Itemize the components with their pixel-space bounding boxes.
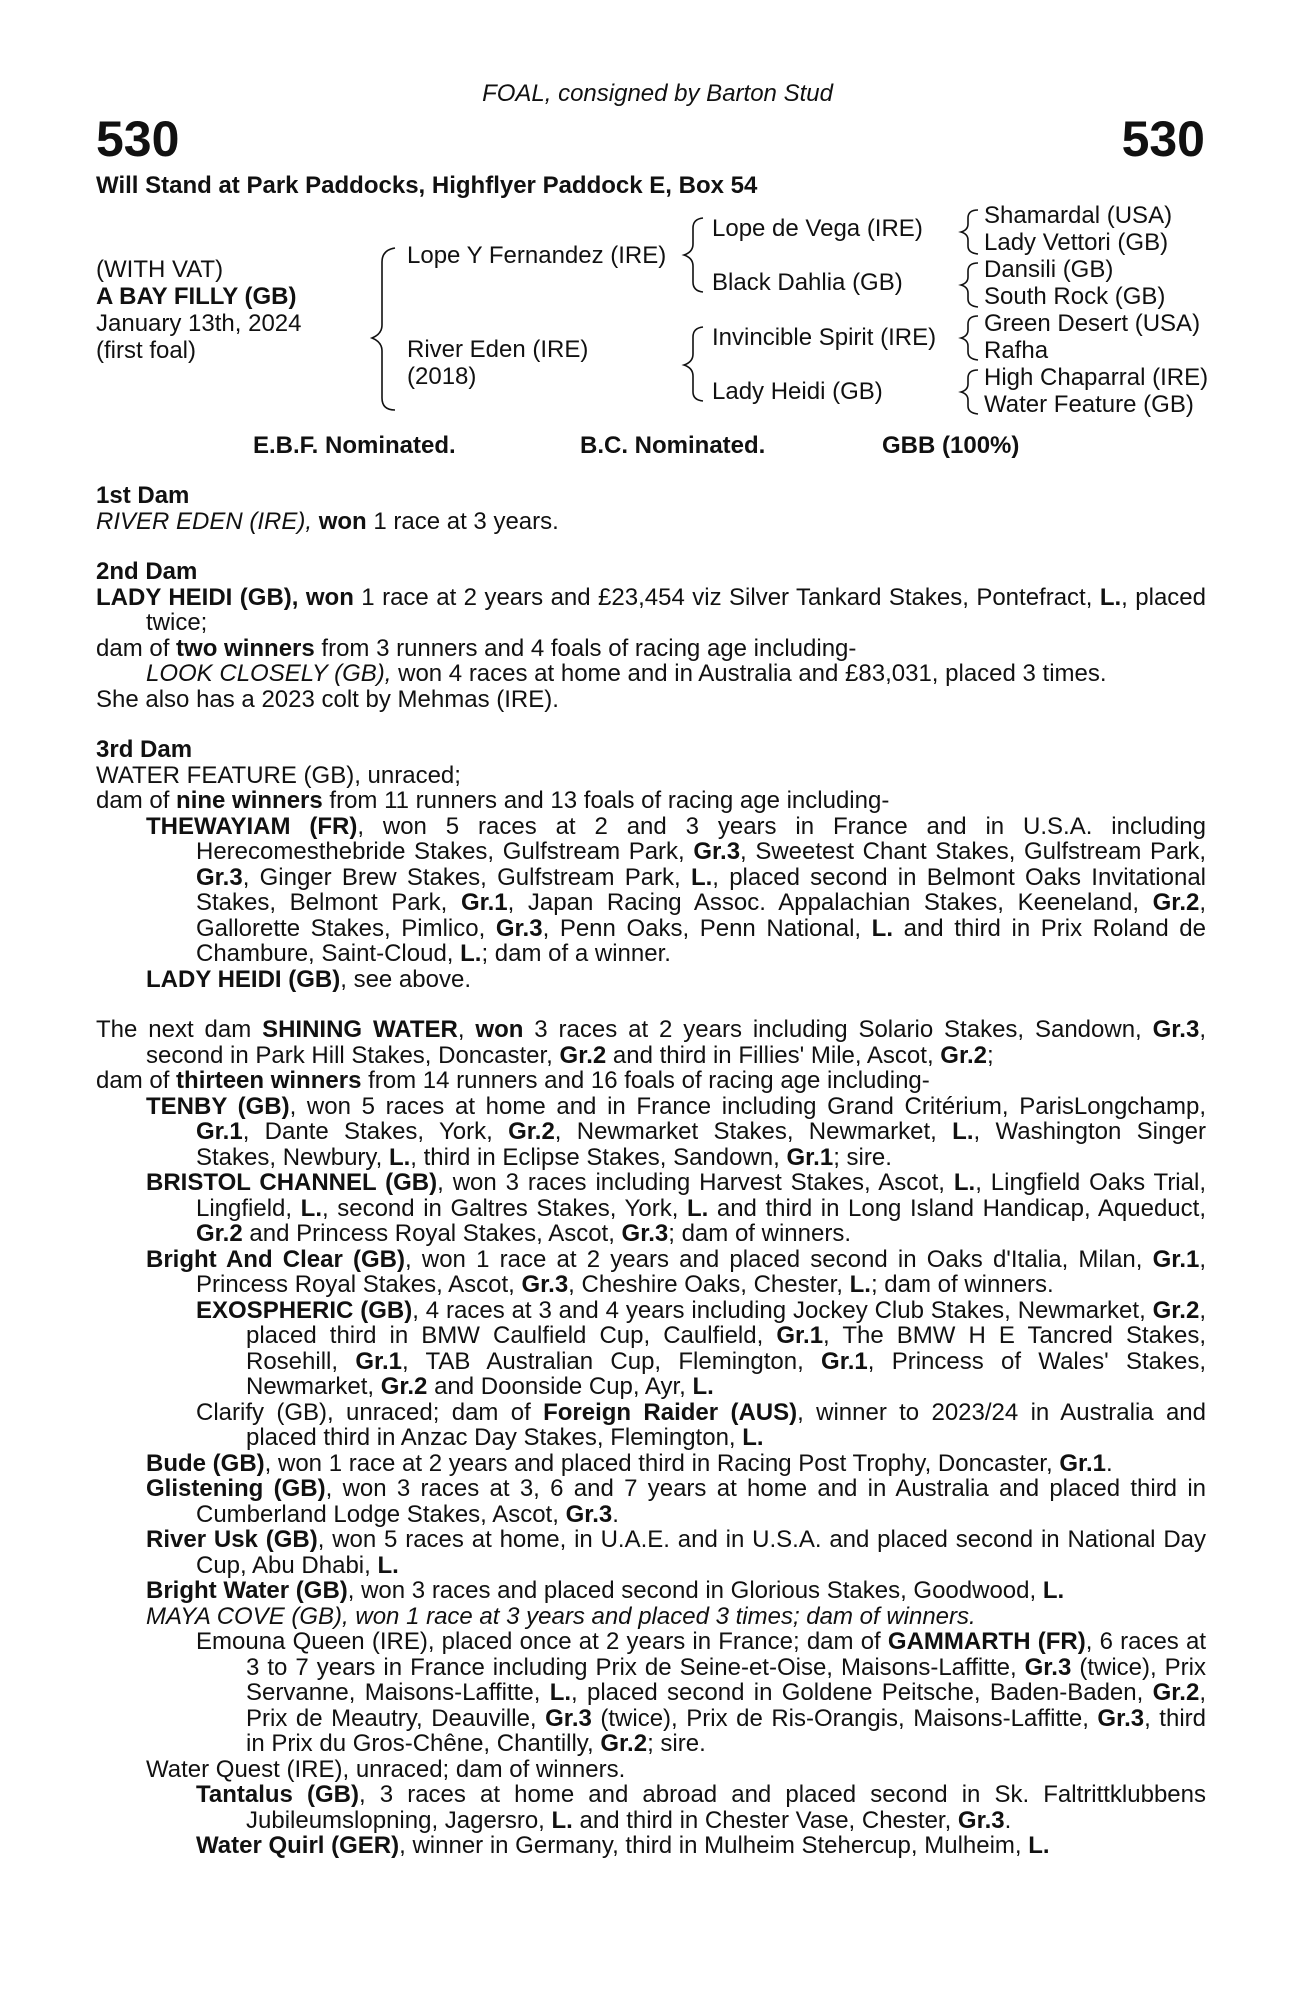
list-item: [96, 1247, 1206, 1298]
foal-note: (first foal): [96, 337, 197, 364]
first-dam-heading: 1st Dam: [96, 482, 190, 509]
grade: L.: [388, 1143, 411, 1171]
horse-name: BRISTOL CHANNEL (GB): [146, 1169, 438, 1196]
next-dam-record: [96, 1017, 1206, 1068]
list-item: MAYA COVE (GB), won 1 race at 3 years and placed 3 times; dam of winners.: [146, 1602, 976, 1630]
text: .: [612, 1500, 619, 1528]
text: , winner to 2023/24 in Australia and placed third in Anzac Day Stakes, Flemington,: [246, 1398, 1207, 1451]
text: , winner in Germany, third in Mulheim Stehercup, Mulheim,: [399, 1832, 1029, 1859]
grade: Gr.3: [1024, 1653, 1072, 1681]
pedigree-gen3-7: High Chaparral (IRE): [984, 364, 1209, 391]
second-dam-heading: 2nd Dam: [96, 558, 198, 585]
text: , placed twice;: [146, 583, 1206, 636]
text: The next dam: [96, 1016, 263, 1043]
grade: L.: [460, 940, 482, 967]
horse-name: Glistening (GB): [146, 1475, 326, 1502]
grade: Gr.3: [565, 1500, 613, 1528]
list-item: [96, 661, 1206, 687]
first-dam-record: 1 race at 3 years.: [366, 507, 559, 535]
text: ; dam of winners.: [870, 1271, 1054, 1298]
text: , won 3 races at 3, 6 and 7 years at home and in Australia and placed third in Cumberland Lodge Stakes, Ascot,: [196, 1475, 1206, 1528]
grade: Gr.3: [545, 1704, 592, 1732]
text: and third in Chester Vase, Chester,: [572, 1806, 958, 1834]
won-word: won: [318, 507, 367, 535]
grade: L.: [551, 1806, 573, 1834]
horse-name: A BAY FILLY (GB): [96, 283, 297, 310]
grade: Gr.2: [940, 1041, 987, 1069]
grade: Gr.1: [821, 1347, 868, 1375]
list-item: [96, 1578, 1206, 1604]
grade: Gr.3: [693, 838, 741, 865]
text: , won 1 race at 2 years and placed second in Oaks d'Italia, Milan,: [405, 1245, 1153, 1273]
text: (twice), Prix de Ris-Orangis, Maisons-Laffitte,: [591, 1704, 1098, 1732]
text: , TAB Australian Cup, Flemington,: [402, 1347, 822, 1375]
text: from 14 runners and 16 foals of racing age including-: [361, 1067, 930, 1094]
text: .: [1004, 1806, 1012, 1834]
text: , won 5 races at 2 and 3 years in France and in U.S.A. including Herecomesthebride Stakes, Gulfstream Park,: [196, 812, 1206, 865]
text: and Doonside Cup, Ayr,: [427, 1373, 693, 1400]
second-dam-note: She also has a 2023 colt by Mehmas (IRE).: [96, 685, 559, 713]
pedigree-gen3-5: Green Desert (USA): [984, 310, 1201, 337]
vat-note: (WITH VAT): [96, 256, 224, 283]
text: ; dam of winners.: [668, 1220, 851, 1247]
text: .: [1106, 1449, 1113, 1477]
horse-name: Tantalus (GB): [196, 1781, 359, 1808]
text: and Princess Royal Stakes, Ascot,: [242, 1220, 622, 1247]
horse-name: Bude (GB): [146, 1449, 265, 1477]
list-item: [96, 1400, 1206, 1451]
grade: L.: [1028, 1832, 1050, 1859]
horse-name: GAMMARTH (FR): [887, 1628, 1086, 1655]
pedigree-dam-name: River Eden (IRE): [407, 336, 589, 363]
text: Emouna Queen (IRE), placed once at 2 years in France; dam of: [196, 1628, 888, 1655]
horse-name: Bright Water (GB): [146, 1577, 348, 1604]
text: dam of: [96, 1067, 177, 1094]
pedigree-gen3-2: Lady Vettori (GB): [984, 229, 1169, 256]
list-item: [96, 1094, 1206, 1171]
pedigree-sire-sire: Lope de Vega (IRE): [712, 215, 923, 242]
text: , Princess of Wales' Stakes, Newmarket,: [246, 1347, 1206, 1400]
grade: L.: [300, 1194, 322, 1222]
second-dam-record: [96, 585, 1206, 636]
grade: L.: [549, 1679, 572, 1706]
grade: Gr.1: [196, 1118, 243, 1145]
pedigree-gen3-4: South Rock (GB): [984, 283, 1166, 310]
list-item: [96, 1298, 1206, 1400]
text: , 3 races at home and abroad and placed second in Sk. Faltrittklubbens Jubileumslopning, Jagersro,: [246, 1781, 1206, 1834]
list-item: [96, 814, 1206, 967]
text: , placed second in Goldene Peitsche, Baden-Baden,: [571, 1679, 1153, 1706]
grade: L.: [871, 914, 893, 942]
grade: Gr.2: [559, 1041, 607, 1069]
grade: Gr.3: [1152, 1016, 1200, 1043]
grade: Gr.2: [196, 1220, 243, 1247]
lot-number-right: 530: [1121, 111, 1205, 167]
text: , Japan Racing Assoc. Appalachian Stakes, Keeneland,: [507, 889, 1153, 916]
grade: L.: [686, 1194, 709, 1222]
grade: L.: [377, 1551, 399, 1579]
text: , Newmarket Stakes, Newmarket,: [554, 1118, 953, 1145]
grade: Gr.1: [355, 1347, 403, 1375]
grade: L.: [742, 1424, 764, 1451]
text: , Sweetest Chant Stakes, Gulfstream Park,: [740, 838, 1206, 865]
pedigree-dam-dam: Lady Heidi (GB): [712, 378, 883, 405]
text: from 3 runners and 4 foals of racing age including-: [314, 634, 857, 662]
text: Clarify (GB), unraced; dam of: [196, 1398, 544, 1426]
grade: L.: [1042, 1577, 1065, 1604]
catalogue-body: [96, 483, 1206, 1859]
third-dam-produce: [96, 788, 1206, 814]
text: , second in Galtres Stakes, York,: [321, 1194, 687, 1222]
pedigree-gen3-6: Rafha: [984, 337, 1049, 364]
text: , third in Eclipse Stakes, Sandown,: [410, 1143, 787, 1171]
winner-count: nine winners: [176, 787, 323, 814]
grade: L.: [690, 863, 713, 891]
text: , Washington Singer Stakes, Newbury,: [196, 1118, 1207, 1171]
text: from 11 runners and 13 foals of racing age including-: [322, 787, 890, 814]
text: , 6 races at 3 to 7 years in France including Prix de Seine-et-Oise, Maisons-Laffitte,: [246, 1628, 1206, 1681]
first-dam-line: [96, 509, 1206, 535]
text: and third in Long Island Handicap, Aqueduct,: [708, 1194, 1206, 1222]
text: , won 5 races at home and in France including Grand Critérium, ParisLongchamp,: [289, 1092, 1206, 1120]
text: , Penn Oaks, Penn National,: [542, 914, 872, 942]
grade: Gr.1: [786, 1143, 834, 1171]
text: , won 3 races and placed second in Glorious Stakes, Goodwood,: [347, 1577, 1043, 1604]
grade: Gr.1: [460, 889, 508, 916]
ebf-nomination: E.B.F. Nominated.: [253, 432, 456, 459]
horse-name: THEWAYIAM (FR): [146, 812, 358, 840]
text: , Gallorette Stakes, Pimlico,: [196, 889, 1207, 942]
list-item: Water Quest (IRE), unraced; dam of winners.: [146, 1755, 626, 1783]
list-item: [96, 967, 1206, 993]
grade: Gr.2: [508, 1118, 555, 1145]
pedigree-gen3-3: Dansili (GB): [984, 256, 1114, 283]
grade: Gr.3: [495, 914, 543, 942]
grade: Gr.3: [196, 863, 243, 891]
consignment-line: FOAL, consigned by Barton Stud: [482, 80, 833, 107]
gbb-status: GBB (100%): [882, 432, 1020, 459]
horse-name: SHINING WATER: [262, 1016, 458, 1043]
next-dam-produce: [96, 1068, 1206, 1094]
text: 3 races at 2 years including Solario Stakes, Sandown,: [523, 1016, 1153, 1043]
grade: Gr.1: [1152, 1245, 1200, 1273]
grade: L.: [952, 1118, 974, 1145]
list-item: [96, 1170, 1206, 1247]
grade: Gr.2: [380, 1373, 428, 1400]
text: dam of: [96, 787, 177, 814]
grade: Gr.2: [1152, 1679, 1200, 1706]
text: ;: [986, 1041, 994, 1069]
text: , Princess Royal Stakes, Ascot,: [196, 1245, 1207, 1298]
list-item: [96, 1476, 1206, 1527]
text: , Dante Stakes, York,: [242, 1118, 509, 1145]
text: , won 3 races including Harvest Stakes, Ascot,: [437, 1169, 954, 1196]
text: won 4 races at home and in Australia and £83,031, placed 3 times.: [391, 660, 1107, 687]
list-item: [96, 1833, 1206, 1859]
text: , placed second in Belmont Oaks Invitational Stakes, Belmont Park,: [196, 863, 1207, 916]
horse-name: Foreign Raider (AUS): [543, 1398, 798, 1426]
grade: Gr.1: [1059, 1449, 1107, 1477]
grade: Gr.3: [521, 1271, 569, 1298]
text: , won 5 races at home, in U.A.E. and in U.S.A. and placed second in National Day Cup, Abu Dhabi,: [196, 1526, 1207, 1579]
second-dam-produce: [96, 636, 1206, 662]
text: dam of: [96, 634, 177, 662]
pedigree-sire-dam: Black Dahlia (GB): [712, 269, 903, 296]
text: and third in Prix Roland de Chambure, Saint-Cloud,: [196, 914, 1207, 967]
grade: L.: [953, 1169, 976, 1196]
text: and third in Fillies' Mile, Ascot,: [606, 1041, 941, 1069]
second-dam-name: LADY HEIDI (GB),: [96, 583, 299, 611]
winner-count: two winners: [176, 634, 315, 662]
text: ; sire.: [647, 1730, 706, 1757]
horse-name: EXOSPHERIC (GB): [196, 1296, 413, 1324]
text: , won 1 race at 2 years and placed third in Racing Post Trophy, Doncaster,: [264, 1449, 1060, 1477]
third-dam-heading: 3rd Dam: [96, 736, 193, 763]
horse-name: TENBY (GB): [146, 1092, 290, 1120]
horse-name: LADY HEIDI (GB): [146, 965, 341, 993]
pedigree-dam-year: (2018): [407, 363, 477, 390]
list-item: [96, 1527, 1206, 1578]
won-word: won: [475, 1016, 524, 1043]
birth-date: January 13th, 2024: [96, 310, 302, 337]
horse-name: LOOK CLOSELY (GB),: [146, 660, 392, 687]
pedigree-dam: [407, 336, 588, 390]
list-item: [96, 1451, 1206, 1477]
text: , Prix de Meautry, Deauville,: [246, 1679, 1206, 1732]
text: , 4 races at 3 and 4 years including Jockey Club Stakes, Newmarket,: [412, 1296, 1153, 1324]
text: ; dam of a winner.: [481, 940, 671, 967]
pedigree-gen3-8: Water Feature (GB): [984, 391, 1194, 418]
pedigree-sire: Lope Y Fernandez (IRE): [407, 242, 667, 269]
stand-location: Will Stand at Park Paddocks, Highflyer Paddock E, Box 54: [96, 172, 758, 199]
text: 1 race at 2 years and £23,454 viz Silver Tankard Stakes, Pontefract,: [353, 583, 1100, 611]
text: , Lingfield Oaks Trial, Lingfield,: [196, 1169, 1206, 1222]
grade: L.: [849, 1271, 871, 1298]
text: , Cheshire Oaks, Chester,: [568, 1271, 850, 1298]
text: , Ginger Brew Stakes, Gulfstream Park,: [242, 863, 691, 891]
bc-nomination: B.C. Nominated.: [580, 432, 766, 459]
horse-name: Water Quirl (GER): [196, 1832, 400, 1859]
text: , third in Prix du Gros-Chêne, Chantilly,: [246, 1704, 1206, 1757]
grade: Gr.2: [600, 1730, 648, 1757]
text: ; sire.: [833, 1143, 892, 1171]
won-word: won: [305, 583, 354, 611]
text: , placed third in BMW Caulfield Cup, Caulfield,: [246, 1296, 1206, 1349]
text: (twice), Prix Servanne, Maisons-Laffitte,: [246, 1653, 1207, 1706]
pedigree-gen3-1: Shamardal (USA): [984, 202, 1173, 229]
grade: Gr.2: [1152, 1296, 1200, 1324]
text: , see above.: [340, 965, 471, 993]
grade: L.: [692, 1373, 714, 1400]
pedigree-dam-sire: Invincible Spirit (IRE): [712, 324, 937, 351]
third-dam-line: WATER FEATURE (GB), unraced;: [96, 761, 461, 789]
horse-name: River Usk (GB): [146, 1526, 318, 1553]
grade: Gr.3: [1097, 1704, 1145, 1732]
text: , The BMW H E Tancred Stakes, Rosehill,: [246, 1322, 1207, 1375]
grade: Gr.3: [621, 1220, 669, 1247]
text: ,: [457, 1016, 476, 1043]
list-item: [96, 1629, 1206, 1757]
first-dam-name: RIVER EDEN (IRE),: [96, 507, 313, 535]
grade: Gr.1: [776, 1322, 824, 1349]
text: , second in Park Hill Stakes, Doncaster,: [146, 1016, 1206, 1069]
grade: Gr.2: [1152, 889, 1200, 916]
lot-number-left: 530: [96, 111, 180, 167]
horse-name: Bright And Clear (GB): [146, 1245, 406, 1273]
winner-count: thirteen winners: [176, 1067, 362, 1094]
grade: L.: [1099, 583, 1122, 611]
grade: Gr.3: [957, 1806, 1005, 1834]
list-item: [96, 1782, 1206, 1833]
